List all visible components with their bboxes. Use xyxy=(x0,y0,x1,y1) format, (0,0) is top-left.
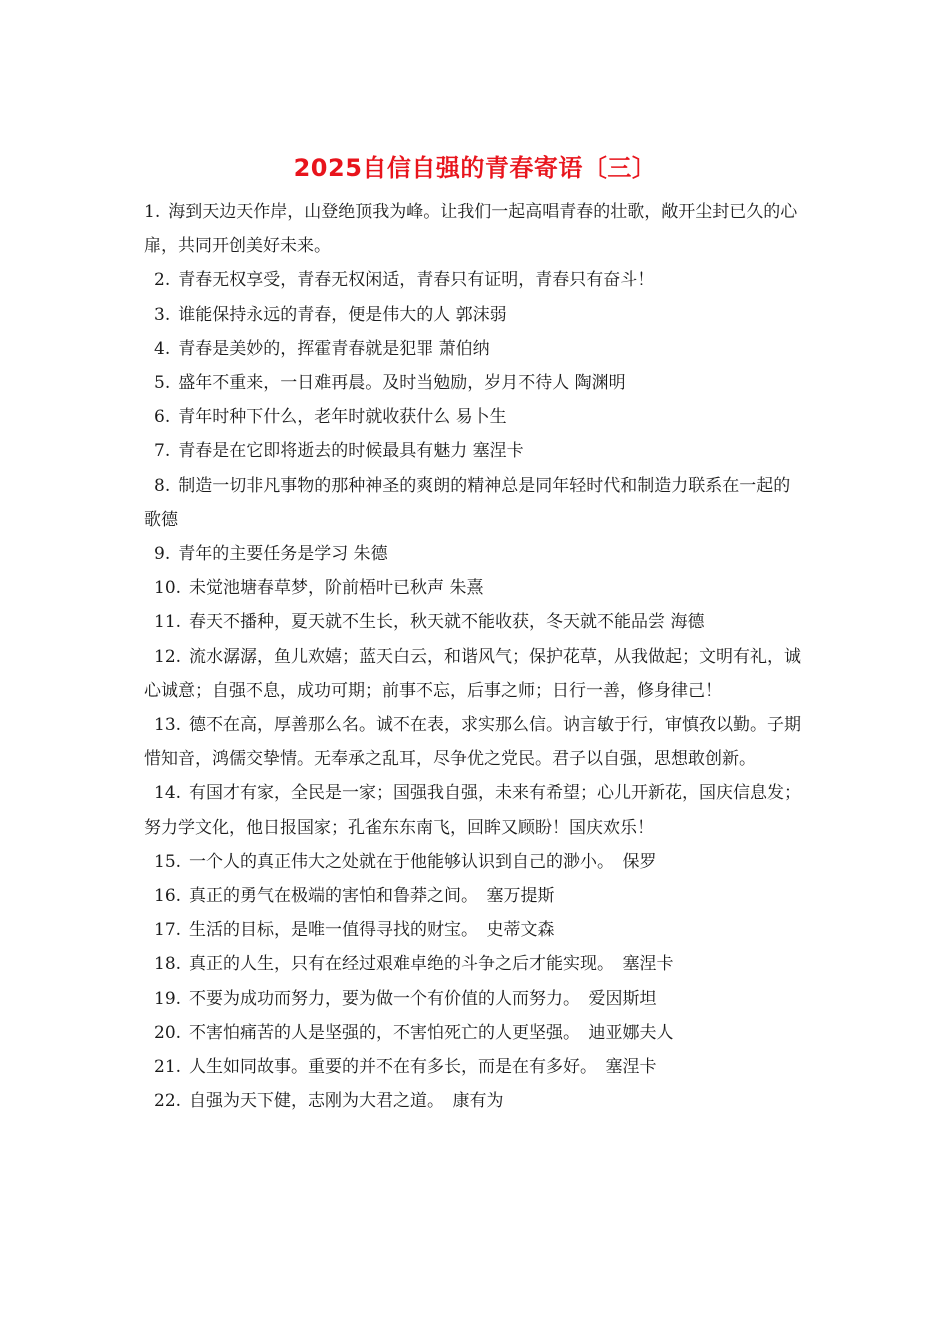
item-text: 流水潺潺，鱼儿欢嬉；蓝天白云，和谐风气；保护花草，从我做起；文明有礼，诚心诚意；自强不息，成功可期；前事不忘，后事之师；日行一善，修身律己！ xyxy=(144,646,802,701)
item-text: 未觉池塘春草梦，阶前梧叶已秋声 朱熹 xyxy=(189,578,484,599)
item-text: 生活的目标，是唯一值得寻找的财宝。 史蒂文森 xyxy=(189,920,555,941)
item-number: 18. xyxy=(154,954,182,975)
list-item xyxy=(144,571,810,605)
item-text: 青春是美妙的，挥霍青春就是犯罪 萧伯纳 xyxy=(178,338,490,359)
item-number: 13. xyxy=(154,715,182,736)
list-item xyxy=(144,332,810,366)
item-number: 10. xyxy=(154,578,182,599)
item-text: 青春无权享受，青春无权闲适，青春只有证明，青春只有奋斗！ xyxy=(178,270,655,291)
item-number: 2. xyxy=(154,270,171,291)
list-item xyxy=(144,1050,810,1084)
item-text: 真正的人生，只有在经过艰难卓绝的斗争之后才能实现。 塞涅卡 xyxy=(189,954,674,975)
item-number: 7. xyxy=(154,441,171,462)
list-item xyxy=(144,845,810,879)
item-text: 真正的勇气在极端的害怕和鲁莽之间。 塞万提斯 xyxy=(189,886,555,907)
list-item xyxy=(144,640,810,708)
item-text: 制造一切非凡事物的那种神圣的爽朗的精神总是同年轻时代和制造力联系在一起的 歌德 xyxy=(144,475,791,530)
item-text: 盛年不重来，一日难再晨。及时当勉励，岁月不待人 陶渊明 xyxy=(178,373,626,394)
list-item xyxy=(144,708,810,776)
item-text: 青春是在它即将逝去的时候最具有魅力 塞涅卡 xyxy=(178,441,524,462)
list-item xyxy=(144,1016,810,1050)
item-number: 22. xyxy=(154,1091,182,1112)
item-number: 20. xyxy=(154,1022,182,1043)
quote-list xyxy=(144,195,810,1118)
item-number: 6. xyxy=(154,407,171,428)
item-text: 一个人的真正伟大之处就在于他能够认识到自己的渺小。 保罗 xyxy=(189,851,657,872)
item-text: 不要为成功而努力，要为做一个有价值的人而努力。 爱因斯坦 xyxy=(189,988,657,1009)
item-number: 3. xyxy=(154,304,171,325)
list-item xyxy=(144,400,810,434)
list-item xyxy=(144,366,810,400)
list-item xyxy=(144,298,810,332)
list-item xyxy=(144,913,810,947)
item-text: 青年时种下什么，老年时就收获什么 易卜生 xyxy=(178,407,507,428)
item-text: 春天不播种，夏天就不生长，秋天就不能收获，冬天就不能品尝 海德 xyxy=(189,612,705,633)
list-item xyxy=(144,195,810,263)
item-number: 9. xyxy=(154,544,171,565)
item-number: 15. xyxy=(154,851,182,872)
list-item xyxy=(144,434,810,468)
list-item xyxy=(144,776,810,844)
item-number: 5. xyxy=(154,373,171,394)
list-item xyxy=(144,947,810,981)
item-text: 德不在高，厚善那么名。诚不在表，求实那么信。讷言敏于行，审慎孜以勤。子期惜知音，鸿儒交挚情。无奉承之乱耳，尽争优之党民。君子以自强，思想敢创新。 xyxy=(144,715,802,770)
item-number: 17. xyxy=(154,920,182,941)
list-item xyxy=(144,537,810,571)
item-text: 有国才有家，全民是一家；国强我自强，未来有希望；心儿开新花，国庆信息发；努力学文化，他日报国家；孔雀东东南飞，回眸又顾盼！国庆欢乐！ xyxy=(144,783,802,838)
item-number: 1. xyxy=(144,202,161,222)
item-text: 不害怕痛苦的人是坚强的，不害怕死亡的人更坚强。 迪亚娜夫人 xyxy=(189,1022,674,1043)
item-number: 21. xyxy=(154,1057,182,1078)
item-number: 14. xyxy=(154,783,182,804)
item-text: 人生如同故事。重要的并不在有多长，而是在有多好。 塞涅卡 xyxy=(189,1057,657,1078)
list-item xyxy=(144,605,810,639)
list-item xyxy=(144,263,810,297)
page-title: 2025自信自强的青春寄语〔三〕 xyxy=(293,154,657,182)
list-item xyxy=(144,1084,810,1118)
item-number: 4. xyxy=(154,338,171,359)
item-text: 谁能保持永远的青春，便是伟大的人 郭沫弱 xyxy=(178,304,507,325)
item-text: 自强为天下健，志刚为大君之道。 康有为 xyxy=(189,1091,504,1112)
item-text: 青年的主要任务是学习 朱德 xyxy=(178,544,388,565)
item-number: 8. xyxy=(154,475,171,496)
item-text: 海到天边天作岸，山登绝顶我为峰。让我们一起高唱青春的壮歌，敞开尘封已久的心扉，共同开创美好未来。 xyxy=(144,202,798,257)
list-item xyxy=(144,982,810,1016)
list-item xyxy=(144,879,810,913)
item-number: 19. xyxy=(154,988,182,1009)
list-item xyxy=(144,469,810,537)
item-number: 11. xyxy=(154,612,182,633)
item-number: 16. xyxy=(154,886,182,907)
item-number: 12. xyxy=(154,646,182,667)
